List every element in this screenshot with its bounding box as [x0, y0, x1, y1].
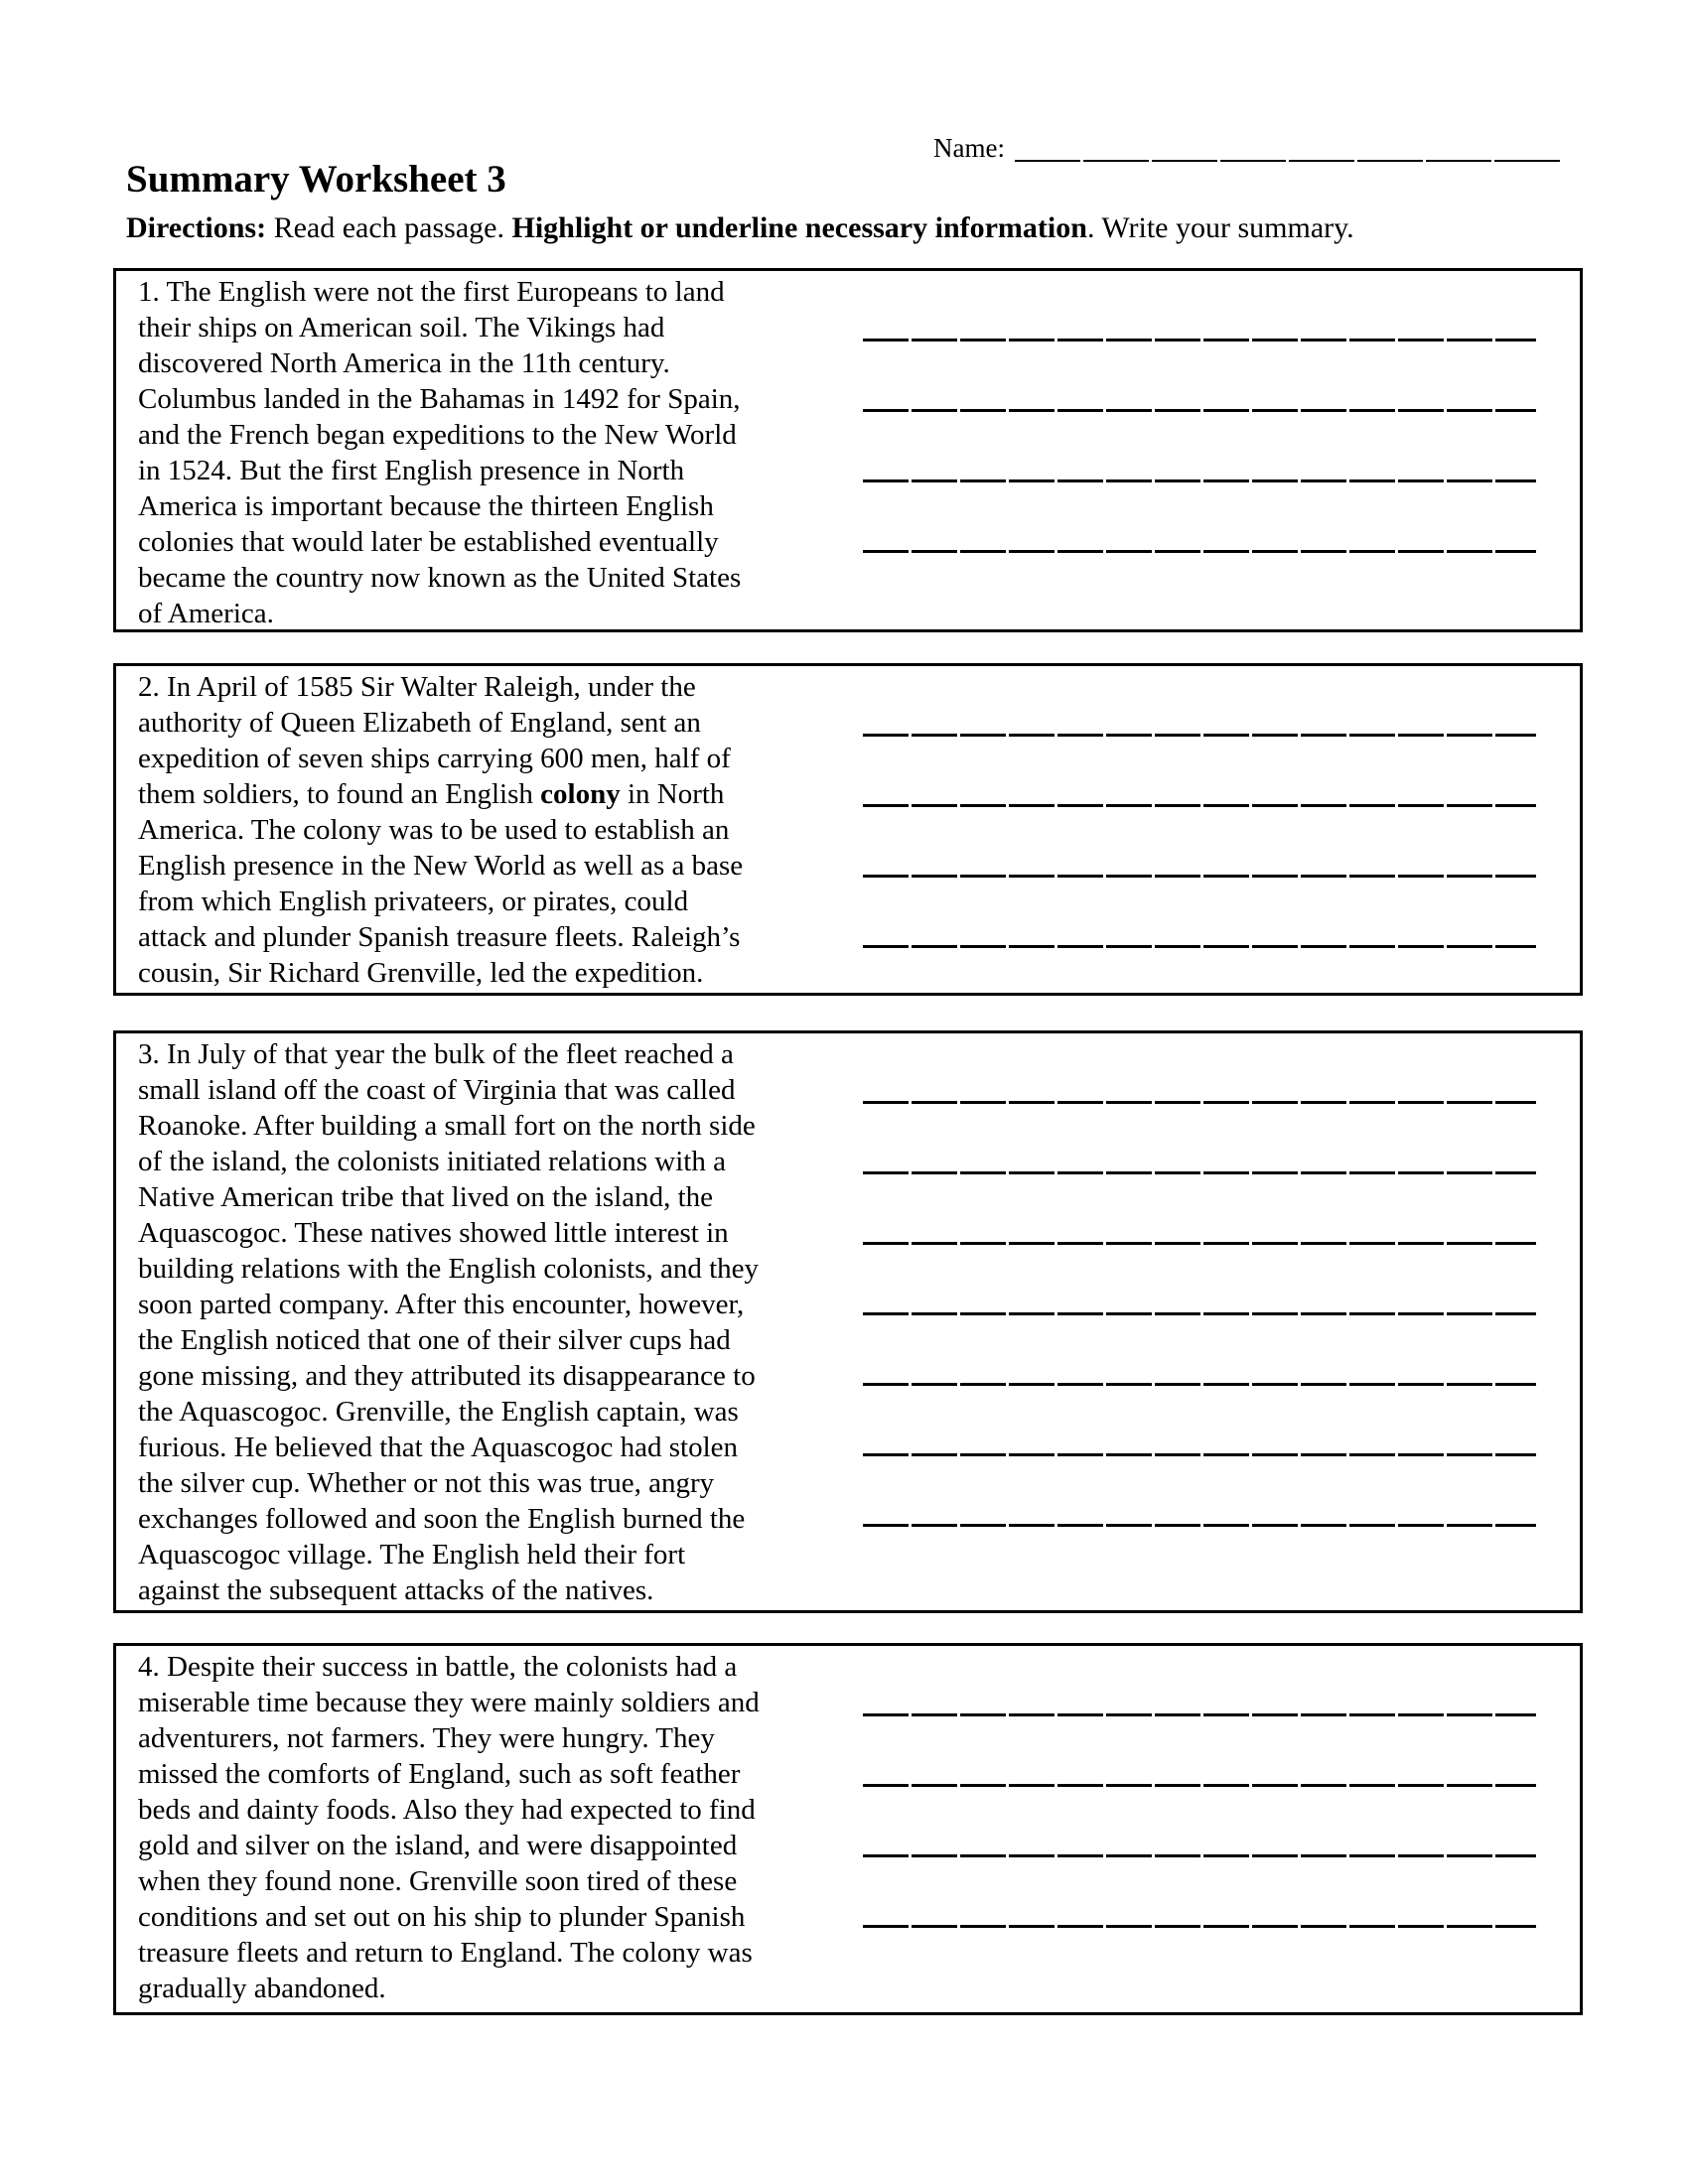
- summary-writing-line[interactable]: [863, 1456, 1536, 1527]
- passage-text-line: treasure fleets and return to England. The colony was: [138, 1937, 753, 1969]
- passage-1-text: [116, 271, 845, 629]
- summary-writing-line[interactable]: [863, 1245, 1536, 1315]
- passage-text-line: 3. In July of that year the bulk of the fleet reached a: [138, 1038, 734, 1070]
- passage-text-line: Native American tribe that lived on the island, the: [138, 1181, 714, 1213]
- passage-text-line: the Aquascogoc. Grenville, the English captain, was: [138, 1396, 739, 1428]
- passage-text-line: beds and dainty foods. Also they had expected to find: [138, 1794, 756, 1826]
- passage-text-line: became the country now known as the United States: [138, 562, 742, 594]
- passage-text-line: the silver cup. Whether or not this was true, angry: [138, 1467, 715, 1499]
- directions-text-1: Read each passage.: [266, 211, 512, 244]
- summary-writing-line[interactable]: [863, 482, 1536, 553]
- passage-text-line: of America.: [138, 598, 274, 629]
- passage-text-line: authority of Queen Elizabeth of England, sent an: [138, 707, 701, 739]
- summary-writing-line[interactable]: [863, 737, 1536, 807]
- passage-text-line: cousin, Sir Richard Grenville, led the expedition.: [138, 957, 704, 989]
- passage-text-segment: them soldiers, to found an English: [138, 778, 541, 810]
- passage-text-line: gone missing, and they attributed its disappearance to: [138, 1360, 756, 1392]
- passage-text-line: America is important because the thirteen English: [138, 490, 714, 522]
- passage-text-line: [138, 776, 845, 812]
- passage-text-line: gradually abandoned.: [138, 1973, 386, 2004]
- summary-writing-line[interactable]: [863, 666, 1536, 737]
- passage-text-line: expedition of seven ships carrying 600 men, half of: [138, 743, 731, 774]
- passage-text-segment: in North: [620, 778, 725, 810]
- passage-text-line: 1. The English were not the first Europeans to land: [138, 276, 725, 308]
- summary-writing-line[interactable]: [863, 1386, 1536, 1456]
- passage-text-line: Aquascogoc. These natives showed little interest in: [138, 1217, 729, 1249]
- passage-text-line: soon parted company. After this encounter, however,: [138, 1289, 745, 1320]
- passage-text-line: small island off the coast of Virginia that was called: [138, 1074, 736, 1106]
- summary-writing-line[interactable]: [863, 1716, 1536, 1787]
- summary-writing-line[interactable]: [863, 1104, 1536, 1174]
- passage-text-line: the English noticed that one of their silver cups had: [138, 1324, 731, 1356]
- summary-writing-line[interactable]: [863, 271, 1536, 341]
- passage-text-line: and the French began expeditions to the New World: [138, 419, 737, 451]
- summary-writing-line[interactable]: [863, 1646, 1536, 1716]
- passage-text-line: 4. Despite their success in battle, the colonists had a: [138, 1651, 738, 1683]
- passage-text-line: attack and plunder Spanish treasure fleets. Raleigh’s: [138, 921, 741, 953]
- passage-text-line: Columbus landed in the Bahamas in 1492 for Spain,: [138, 383, 741, 415]
- passage-text-line: discovered North America in the 11th century.: [138, 347, 670, 379]
- name-blank-line[interactable]: [1015, 138, 1563, 162]
- passage-text-line: their ships on American soil. The Vikings had: [138, 312, 665, 343]
- passage-3-text: [116, 1033, 845, 1610]
- passage-text-line: in 1524. But the first English presence in North: [138, 455, 685, 486]
- passage-text-line: missed the comforts of England, such as soft feather: [138, 1758, 741, 1790]
- summary-writing-line[interactable]: [863, 412, 1536, 482]
- passage-3-summary-area: [863, 1033, 1536, 1610]
- summary-writing-line[interactable]: [863, 1174, 1536, 1245]
- passage-text-line: Roanoke. After building a small fort on the north side: [138, 1110, 756, 1142]
- passage-text-line: miserable time because they were mainly soldiers and: [138, 1687, 760, 1718]
- passage-text-line: 2. In April of 1585 Sir Walter Raleigh, under the: [138, 671, 696, 703]
- passage-2-summary-area: [863, 666, 1536, 993]
- name-label: Name:: [933, 133, 1005, 163]
- passage-2-text: [116, 666, 845, 993]
- passage-text-line: conditions and set out on his ship to plunder Spanish: [138, 1901, 746, 1933]
- bold-vocabulary-term: colony: [540, 778, 621, 810]
- passage-4-text: [116, 1646, 845, 2012]
- passage-text-line: English presence in the New World as well as a base: [138, 850, 744, 882]
- directions: [126, 211, 1354, 245]
- summary-writing-line[interactable]: [863, 807, 1536, 878]
- passage-box-4: [113, 1643, 1583, 2015]
- passage-text-line: building relations with the English colonists, and they: [138, 1253, 760, 1285]
- summary-writing-line[interactable]: [863, 1857, 1536, 1928]
- passage-text-line: from which English privateers, or pirates, could: [138, 886, 689, 917]
- passage-text-line: furious. He believed that the Aquascogoc had stolen: [138, 1432, 739, 1463]
- directions-text-2: . Write your summary.: [1086, 211, 1354, 244]
- passage-text-line: Aquascogoc village. The English held their fort: [138, 1539, 686, 1570]
- name-field-row: [933, 133, 1563, 164]
- directions-label: Directions:: [126, 211, 267, 244]
- directions-bold-instruction: Highlight or underline necessary information: [511, 211, 1087, 244]
- passage-4-summary-area: [863, 1646, 1536, 2012]
- passage-text-line: adventurers, not farmers. They were hungry. They: [138, 1722, 715, 1754]
- summary-writing-line[interactable]: [863, 1033, 1536, 1104]
- summary-writing-line[interactable]: [863, 878, 1536, 948]
- passage-text-line: of the island, the colonists initiated relations with a: [138, 1146, 726, 1177]
- page-title: Summary Worksheet 3: [126, 158, 506, 201]
- passage-text-line: exchanges followed and soon the English burned the: [138, 1503, 746, 1535]
- passage-box-1: [113, 268, 1583, 632]
- passage-box-3: [113, 1030, 1583, 1613]
- summary-writing-line[interactable]: [863, 1315, 1536, 1386]
- passage-text-line: colonies that would later be established eventually: [138, 526, 719, 558]
- passage-text-line: America. The colony was to be used to establish an: [138, 814, 730, 846]
- passage-text-line: against the subsequent attacks of the natives.: [138, 1574, 654, 1606]
- summary-writing-line[interactable]: [863, 1787, 1536, 1857]
- summary-writing-line[interactable]: [863, 341, 1536, 412]
- passage-text-line: gold and silver on the island, and were disappointed: [138, 1830, 738, 1861]
- passage-1-summary-area: [863, 271, 1536, 629]
- passage-text-line: when they found none. Grenville soon tired of these: [138, 1865, 738, 1897]
- passage-box-2: [113, 663, 1583, 996]
